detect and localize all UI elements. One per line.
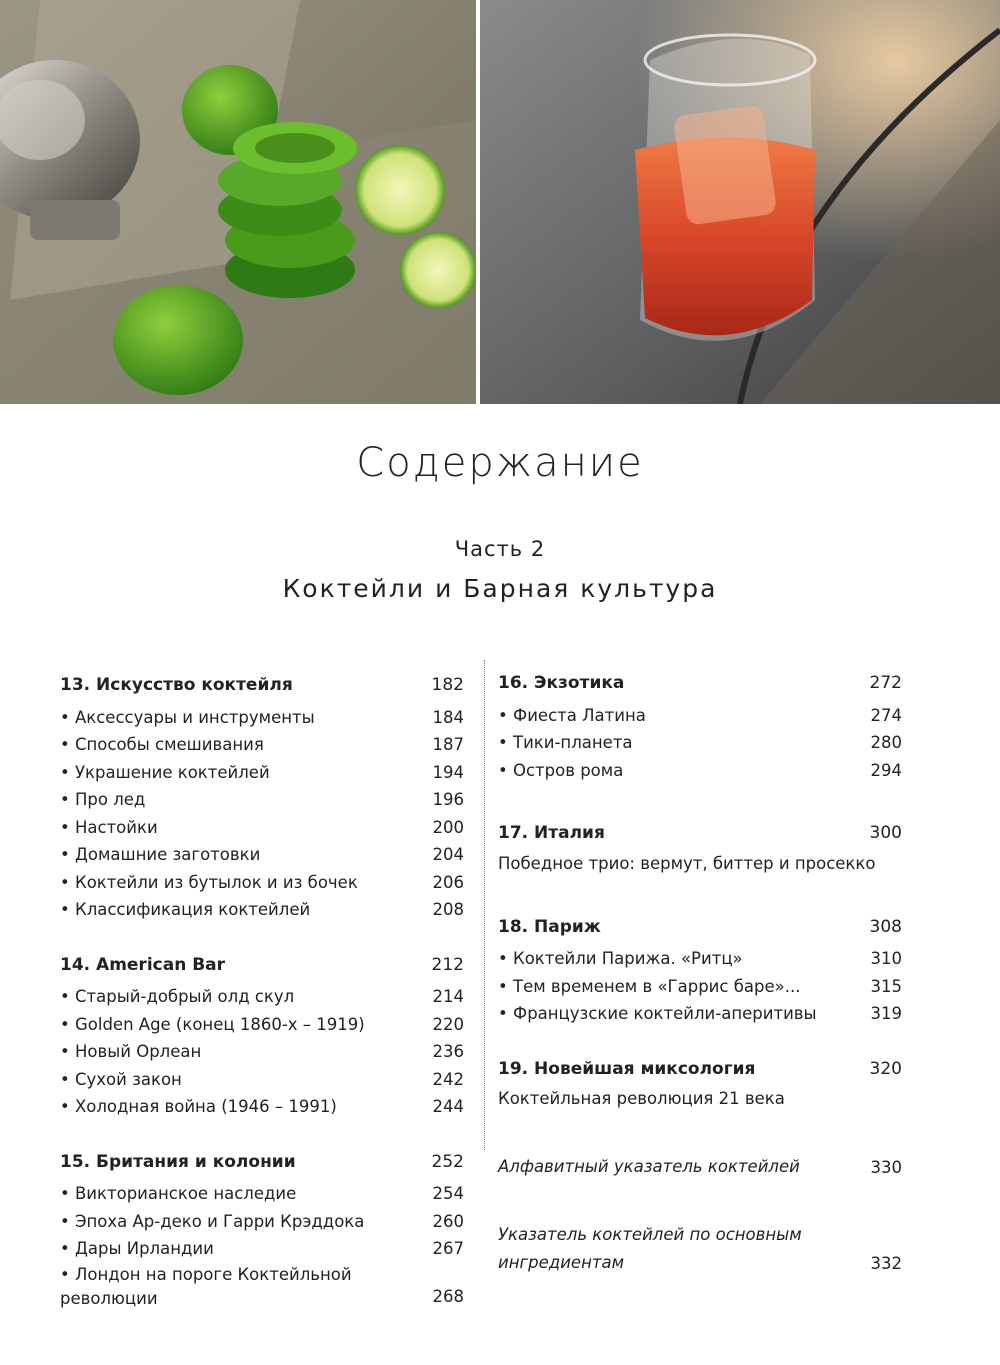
toc-item[interactable]: • Настойки 200 [60, 814, 464, 842]
toc-item[interactable]: • Домашние заготовки 204 [60, 841, 464, 869]
toc-item[interactable]: • Аксессуары и инструменты 184 [60, 704, 464, 732]
toc-section-subtitle: Коктейльная революция 21 века [498, 1089, 785, 1108]
toc-item[interactable]: • Лондон на пороге Коктейльной революции 268 [60, 1263, 464, 1311]
page-title: Содержание [356, 440, 644, 486]
toc-section-16 [498, 670, 902, 784]
toc-item[interactable]: • Тем временем в «Гаррис баре»... 315 [498, 973, 902, 1001]
toc-item[interactable]: • Эпоха Ар-деко и Гарри Крэддока 260 [60, 1208, 464, 1236]
toc-item[interactable]: • Классификация коктейлей 208 [60, 896, 464, 924]
toc-index-entry[interactable]: Алфавитный указатель коктейлей 330 [498, 1157, 902, 1177]
toc-item[interactable]: • Викторианское наследие 254 [60, 1180, 464, 1208]
toc-section-heading[interactable]: 19. Новейшая миксология 320 [498, 1058, 902, 1079]
toc-section-heading[interactable]: 14. American Bar 212 [60, 954, 464, 975]
part-label: Часть 2 [454, 537, 546, 561]
column-divider [484, 660, 485, 1150]
toc-item[interactable]: • Остров рома 294 [498, 757, 902, 785]
toc-index-alphabetical [498, 1153, 902, 1181]
toc-item[interactable]: • Дары Ирландии 267 [60, 1235, 464, 1263]
limes-and-juicer-photo [0, 0, 476, 404]
toc-right-column [498, 670, 902, 1305]
toc-item[interactable]: • Французские коктейли-аперитивы 319 [498, 1000, 902, 1028]
toc-item[interactable]: • Сухой закон 242 [60, 1066, 464, 1094]
toc-section-subtitle: Победное трио: вермут, биттер и просекко [498, 853, 876, 873]
red-cocktail-glass-photo [480, 0, 1000, 404]
toc-index-entry[interactable]: Указатель коктейлей по основным ингредиентам 332 [498, 1225, 902, 1273]
toc-left-column [60, 672, 464, 1339]
toc-section-heading[interactable]: 13. Искусство коктейля 182 [60, 675, 464, 695]
toc-section-19 [498, 1056, 902, 1112]
toc-section-18 [498, 914, 902, 1028]
toc-item[interactable]: • Холодная война (1946 – 1991) 244 [60, 1093, 464, 1121]
toc-section-14 [60, 952, 464, 1121]
toc-item[interactable]: • Коктейли Парижа. «Ритц» 310 [498, 945, 902, 973]
toc-section-heading[interactable]: 17. Италия 300 [498, 823, 902, 843]
toc-section-heading[interactable]: 16. Экзотика 272 [498, 673, 902, 693]
toc-item[interactable]: • Коктейли из бутылок и из бочек 206 [60, 869, 464, 897]
part-title: Коктейли и Барная культура [282, 574, 718, 603]
toc-item[interactable]: • Golden Age (конец 1860-х – 1919) 220 [60, 1011, 464, 1039]
toc-item[interactable]: • Способы смешивания 187 [60, 731, 464, 759]
toc-item[interactable]: • Тики-планета 280 [498, 729, 902, 757]
toc-index-ingredients [498, 1221, 902, 1277]
toc-item[interactable]: • Про лед 196 [60, 786, 464, 814]
toc-item[interactable]: • Фиеста Латина 274 [498, 702, 902, 730]
toc-item[interactable]: • Старый-добрый олд скул 214 [60, 983, 464, 1011]
toc-section-13 [60, 672, 464, 924]
toc-section-15 [60, 1149, 464, 1311]
toc-section-heading[interactable]: 15. Британия и колонии 252 [60, 1151, 464, 1172]
toc-section-17 [498, 820, 902, 876]
toc-section-heading[interactable]: 18. Париж 308 [498, 916, 902, 937]
toc-item[interactable]: • Новый Орлеан 236 [60, 1038, 464, 1066]
toc-item[interactable]: • Украшение коктейлей 194 [60, 759, 464, 787]
